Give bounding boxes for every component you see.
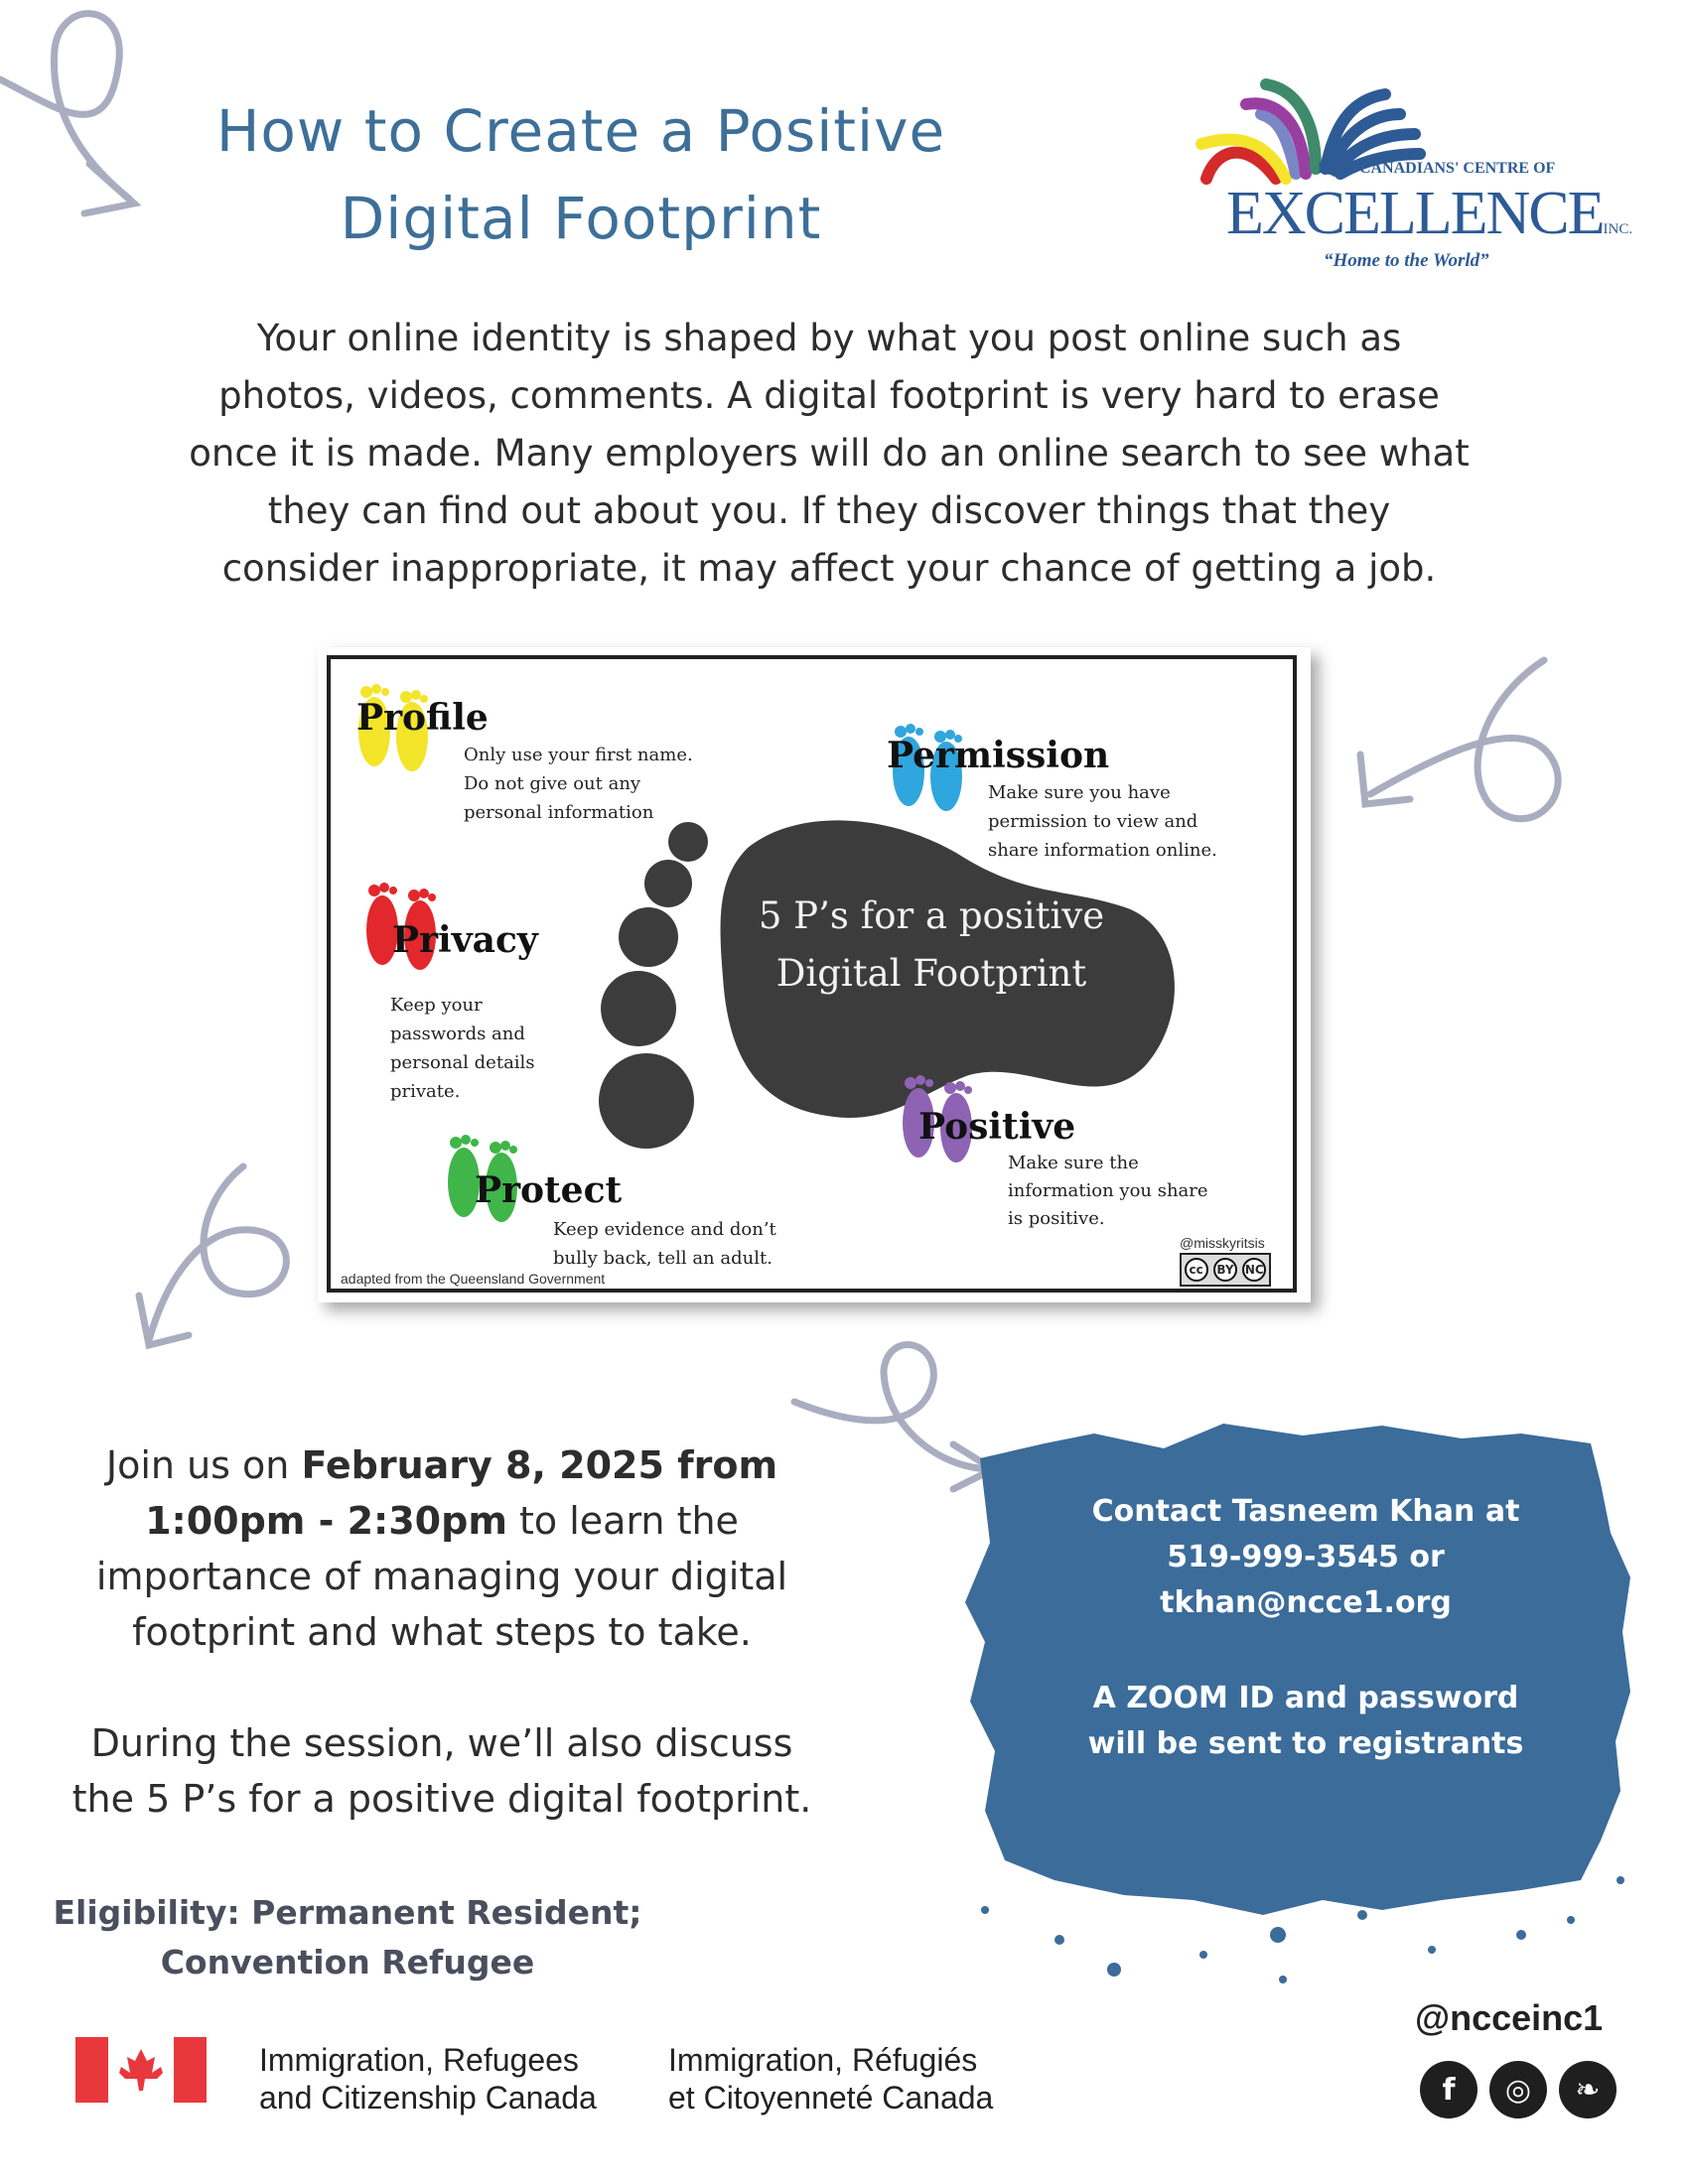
title-line: How to Create a Positive <box>215 97 946 165</box>
center-line: 5 P’s for a positive <box>758 894 1105 937</box>
eligibility-line: Convention Refugee <box>160 1943 535 1981</box>
gov-line: Immigration, Réfugiés <box>668 2042 978 2078</box>
event-line <box>40 1437 844 1493</box>
privacy-desc <box>390 991 535 1106</box>
source-credit: adapted from the Queensland Government <box>341 1271 606 1287</box>
event-line <box>40 1493 844 1549</box>
five-ps-infographic <box>318 647 1311 1302</box>
ncce-logo <box>1187 60 1633 278</box>
zoom-note-line: A ZOOM ID and password <box>1092 1681 1519 1715</box>
gov-line: and Citizenship Canada <box>259 2080 597 2116</box>
session-line: the 5 P’s for a positive digital footprint. <box>71 1777 812 1821</box>
desc-line: personal details <box>390 1052 535 1073</box>
desc-line: Do not give out any <box>464 773 641 794</box>
gov-line: et Citoyenneté Canada <box>668 2080 994 2116</box>
logo-inc: INC. <box>1603 221 1633 237</box>
eligibility <box>40 1888 655 1987</box>
protect-desc <box>553 1215 776 1273</box>
desc-line: bully back, tell an adult. <box>553 1248 773 1269</box>
gov-line: Immigration, Refugees <box>259 2042 579 2078</box>
contact-name: Contact Tasneem Khan at <box>1091 1494 1520 1529</box>
event-line: footprint and what steps to take. <box>132 1610 752 1654</box>
logo-text: EXCELLENCE <box>1226 180 1604 247</box>
contact-phone[interactable]: 519-999-3545 or <box>1167 1540 1445 1574</box>
event-time: 1:00pm - 2:30pm <box>145 1499 507 1543</box>
ircc-french <box>668 2041 993 2116</box>
title-line: Digital Footprint <box>340 185 822 252</box>
intro-line: consider inappropriate, it may affect your chance of getting a job. <box>221 547 1437 590</box>
zoom-note-line: will be sent to registrants <box>1087 1726 1524 1761</box>
instagram-icon[interactable] <box>1489 2061 1547 2118</box>
intro-line: they can find out about you. If they discover things that they <box>267 489 1391 532</box>
page-title <box>149 87 1013 262</box>
text: Join us on <box>105 1443 302 1487</box>
cc-license-badge <box>1180 1253 1271 1287</box>
desc-line: permission to view and <box>988 811 1198 832</box>
desc-line: Only use your first name. <box>464 745 693 765</box>
canada-flag-icon <box>75 2037 207 2103</box>
event-line: importance of managing your digital <box>95 1555 788 1598</box>
logo-text: NEW CANADIANS' CENTRE OF <box>1318 160 1556 177</box>
instagram-glyph: ◎ <box>1504 2072 1532 2108</box>
intro-paragraph <box>79 310 1579 598</box>
social-handle: @ncceinc1 <box>1415 1997 1604 2038</box>
contact-email[interactable]: tkhan@ncce1.org <box>1160 1585 1452 1620</box>
facebook-icon[interactable] <box>1420 2061 1477 2118</box>
infographic-frame <box>327 655 1297 1293</box>
profile-title: Profile <box>356 697 489 739</box>
desc-line: personal information <box>464 802 654 823</box>
ircc-english <box>259 2041 597 2116</box>
nc-icon: NC <box>1242 1258 1266 1282</box>
cc-icon: cc <box>1185 1258 1208 1282</box>
intro-line: photos, videos, comments. A digital footprint is very hard to erase <box>218 374 1440 417</box>
logo-tagline: “Home to the World” <box>1324 250 1489 271</box>
protect-title: Protect <box>475 1169 623 1211</box>
desc-line: Keep your <box>390 995 483 1016</box>
facebook-glyph: f <box>1442 2072 1456 2108</box>
event-details <box>40 1437 844 1660</box>
event-date: February 8, 2025 from <box>301 1443 778 1487</box>
center-line: Digital Footprint <box>775 952 1087 995</box>
by-icon: BY <box>1213 1258 1237 1282</box>
center-heading <box>723 887 1140 1003</box>
text: to learn the <box>506 1499 739 1543</box>
permission-desc <box>988 778 1217 865</box>
zoom-note <box>1033 1676 1579 1767</box>
privacy-title: Privacy <box>392 919 538 961</box>
positive-desc <box>1008 1150 1208 1233</box>
desc-line: Make sure the <box>1008 1153 1139 1173</box>
desc-line: information you share <box>1008 1180 1208 1201</box>
logo-excellence <box>1226 180 1633 247</box>
desc-line: share information online. <box>988 840 1217 861</box>
positive-title: Positive <box>918 1106 1076 1148</box>
desc-line: passwords and <box>390 1024 525 1044</box>
permission-title: Permission <box>887 735 1110 776</box>
session-details <box>40 1715 844 1827</box>
intro-line: Your online identity is shaped by what you post online such as <box>256 317 1402 359</box>
desc-line: private. <box>390 1081 461 1102</box>
session-line: During the session, we’ll also discuss <box>90 1721 793 1765</box>
profile-desc <box>464 741 693 827</box>
desc-line: Make sure you have <box>988 782 1171 803</box>
contact-info <box>1033 1489 1579 1626</box>
desc-line: Keep evidence and don’t <box>553 1219 776 1240</box>
desc-line: is positive. <box>1008 1208 1105 1229</box>
author-credit: @misskyritsis <box>1180 1235 1265 1251</box>
twitter-icon[interactable] <box>1559 2061 1617 2118</box>
eligibility-line: Eligibility: Permanent Resident; <box>53 1893 642 1932</box>
twitter-glyph: ❧ <box>1575 2072 1601 2108</box>
intro-line: once it is made. Many employers will do an online search to see what <box>189 432 1470 475</box>
